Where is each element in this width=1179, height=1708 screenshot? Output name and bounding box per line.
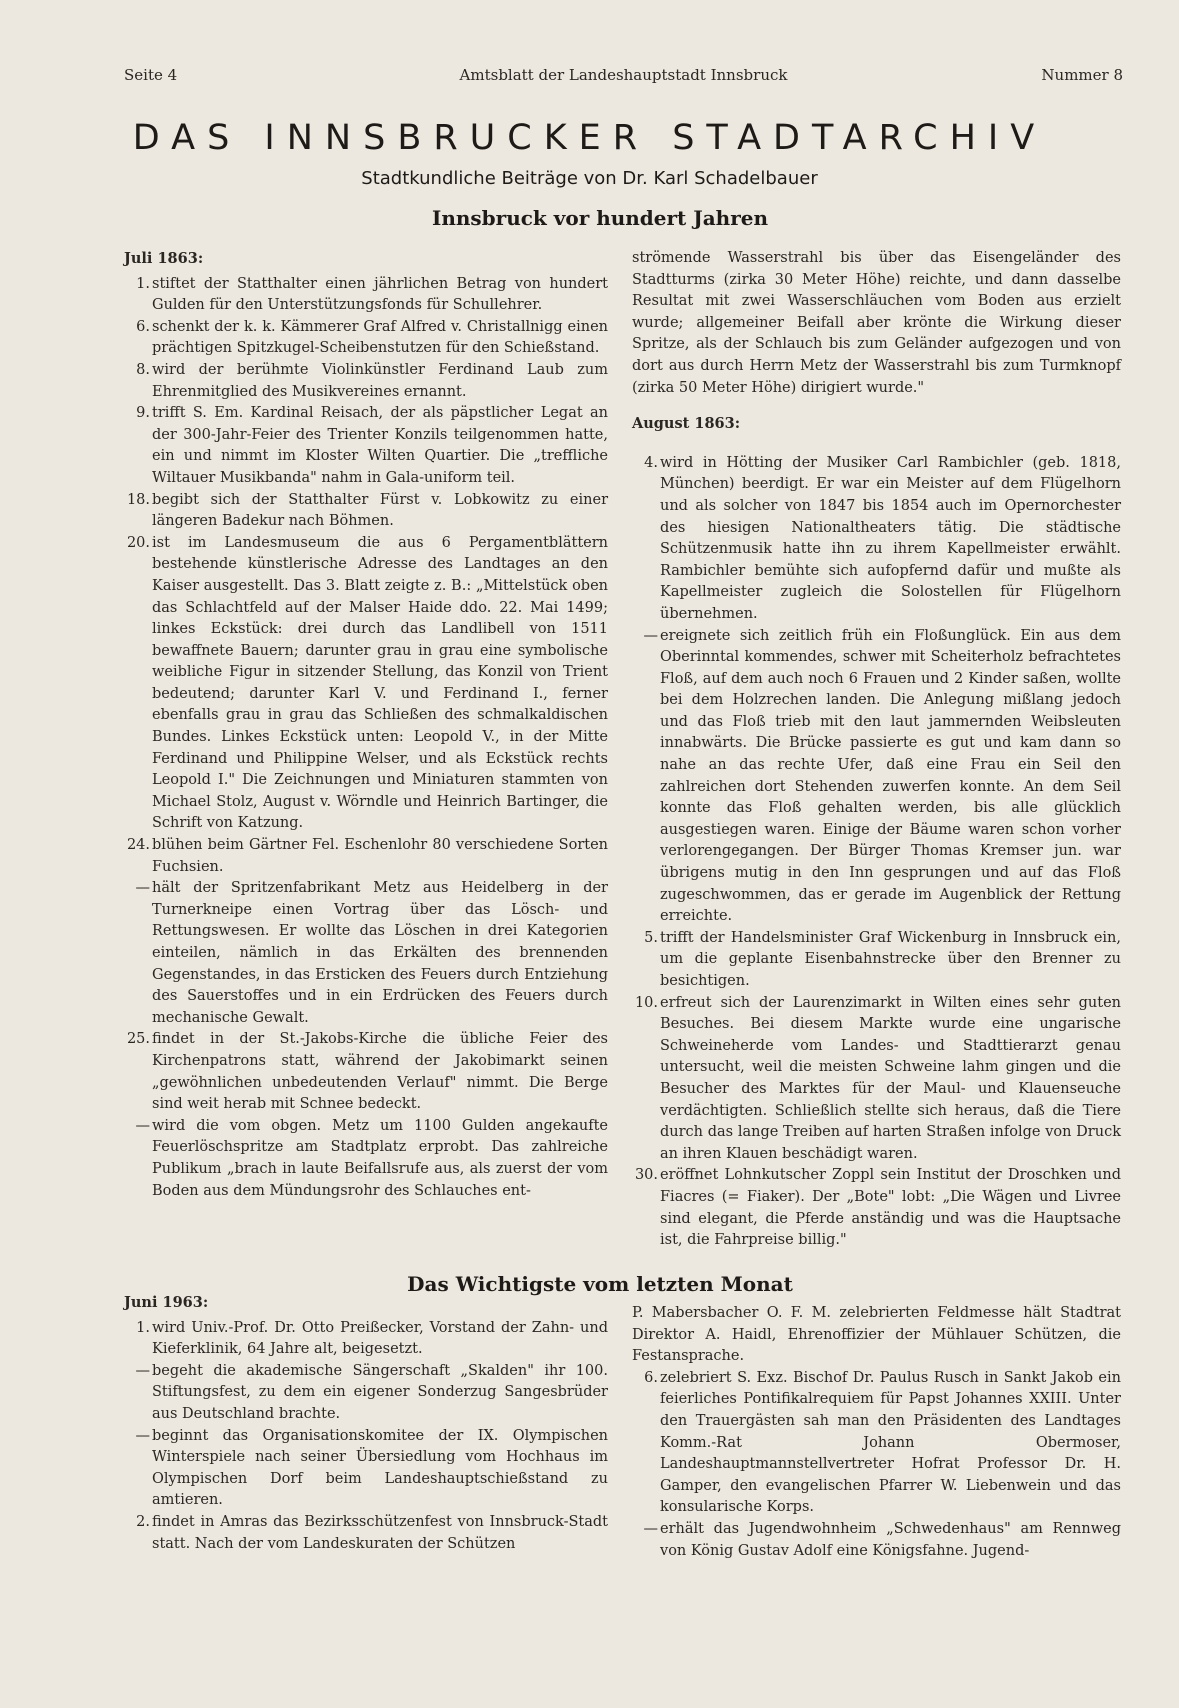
continued-text: strömende Wasserstrahl bis über das Eisengeländer des Stadtturms (zirka 30 Meter Höhe) reichte, und dann dasselbe Resultat mit zwei Wasserschläuchen vom Boden aus erzielt wurde; allgemeiner Beifall aber krönte die Wirkung dieser Spritze, als der Schlauch bis zum Geländer aufgezogen und von dort aus durch Herrn Metz der Wasserstrahl bis zum Turmknopf (zirka 50 Meter Höhe) dirigiert wurde." bbox=[632, 250, 1121, 396]
entry-date: 20. bbox=[126, 534, 150, 551]
entry-date: — bbox=[643, 1520, 658, 1537]
page-header bbox=[124, 66, 1123, 90]
entry-text: beginnt das Organisationskomitee der IX. Olympischen Winterspiele nach seiner Übersiedlung vom Hochhaus im Olympischen Dorf beim Landeshauptschießstand zu amtieren. bbox=[152, 1427, 608, 1509]
list-item bbox=[124, 533, 608, 835]
news-left-column bbox=[124, 1292, 608, 1555]
page-title: DAS INNSBRUCKER STADTARCHIV bbox=[132, 118, 1047, 158]
list-item bbox=[124, 490, 608, 533]
history-left-column bbox=[124, 248, 608, 1202]
list-item bbox=[632, 626, 1121, 928]
list-item bbox=[632, 453, 1121, 626]
entry-date: 6. bbox=[136, 318, 150, 335]
entry-date: — bbox=[135, 1117, 150, 1134]
entry-text: schenkt der k. k. Kämmerer Graf Alfred v. Christallnigg einen prächtigen Spitzkugel-Scheibenstutzen für den Schießstand. bbox=[152, 318, 608, 357]
entry-text: begibt sich der Statthalter Fürst v. Lobkowitz zu einer längeren Badekur nach Böhmen. bbox=[152, 491, 608, 530]
list-item bbox=[124, 317, 608, 360]
entry-text: trifft der Handelsminister Graf Wickenburg in Innsbruck ein, um die geplante Eisenbahnstrecke über den Brenner zu besichtigen. bbox=[660, 929, 1121, 989]
entry-date: 2. bbox=[136, 1513, 150, 1530]
entry-text: begeht die akademische Sängerschaft „Skalden" ihr 100. Stiftungsfest, zu dem ein eigener Sonderzug Sangesbrüder aus Deutschland brachte. bbox=[152, 1362, 608, 1422]
list-item bbox=[124, 878, 608, 1029]
entry-date: 30. bbox=[634, 1167, 658, 1184]
entry-date: 1. bbox=[136, 1319, 150, 1336]
month-heading: Juni 1963: bbox=[124, 1294, 209, 1311]
entry-date: 9. bbox=[136, 405, 150, 422]
list-item bbox=[124, 1512, 608, 1555]
list-item bbox=[632, 1519, 1121, 1562]
page-number: Seite 4 bbox=[124, 66, 178, 84]
entry-date: — bbox=[135, 1427, 150, 1444]
entry-text: blühen beim Gärtner Fel. Eschenlohr 80 verschiedene Sorten Fuchsien. bbox=[152, 837, 608, 875]
entry-date: 10. bbox=[634, 994, 658, 1011]
list-item bbox=[124, 1426, 608, 1512]
entry-text: ist im Landesmuseum die aus 6 Pergamentblättern bestehende künstlerische Adresse des Landtages an den Kaiser ausgestellt. Das 3. Blatt zeigte z. B.: „Mittelstück oben das Schlachtfeld auf der Malser Haide ddo. 22. Mai 1499; linkes Eckstück: drei durch das Landlibell von 1511 bewaffnete Bauern; darunter grau in grau eine symbolische weibliche Figur in sitzender Stellung, das Konzil von Trient bedeutend; darunter Karl V. und Ferdinand I., ferner ebenfalls grau in grau das Schließen des schmalkaldischen Bundes. Linkes Eckstück unten: Leopold V., in der Mitte Ferdinand und Philippine Welser, und als Eckstück rechts Leopold I." Die Zeichnungen und Miniaturen stammten von Michael Stolz, August v. Wörndle und Heinrich Bartinger, die Schrift von Katzung. bbox=[152, 534, 608, 832]
entry-date: 8. bbox=[136, 361, 150, 378]
entry-text: zelebriert S. Exz. Bischof Dr. Paulus Rusch in Sankt Jakob ein feierliches Pontifikalrequiem für Papst Johannes XXIII. Unter den Trauergästen sah man den Präsidenten des Landtages Komm.-Rat Johann Obermoser, Landeshauptmannstellvertreter Hofrat Professor Dr. H. Gamper, den evangelischen Pfarrer W. Liebenwein und das konsularische Korps. bbox=[660, 1369, 1121, 1516]
entry-text: eröffnet Lohnkutscher Zoppl sein Institut der Droschken und Fiacres (= Fiaker). Der „Bote" lobt: „Die Wägen und Livree sind elegant, die Pferde anständig und was die Hauptsache ist, die Fahrpreise billig." bbox=[660, 1167, 1121, 1249]
entry-date: 1. bbox=[136, 275, 150, 292]
entry-text: erfreut sich der Laurenzimarkt in Wilten eines sehr guten Besuches. Bei diesem Markte wurde eine ungarische Schweineherde vom Landes- und Stadttierarzt genau untersucht, weil die meisten Schweine lahm gingen und die Besucher des Marktes für der Maul- und Klauenseuche verdächtigten. Schließlich stellte sich heraus, daß die Tiere durch das lange Treiben auf harten Straßen infolge von Druck an ihren Klauen beschädigt waren. bbox=[660, 994, 1121, 1162]
entry-date: — bbox=[135, 1362, 150, 1379]
list-item bbox=[632, 928, 1121, 993]
entry-text: wird in Hötting der Musiker Carl Rambichler (geb. 1818, München) beerdigt. Er war ein Meister auf dem Flügelhorn und als solcher von 1847 bis 1854 auch im Opernorchester des hiesigen Nationaltheaters tätig. Die städtische Schützenmusik hatte ihn zu ihrem Kapellmeister erwählt. Rambichler bemühte sich aufopfernd dafür und mußte als Kapellmeister zugleich die Solostellen für Flügelhorn übernehmen. bbox=[660, 454, 1121, 622]
entry-date: 24. bbox=[126, 837, 150, 854]
list-item bbox=[124, 1116, 608, 1202]
entry-date: 18. bbox=[126, 491, 150, 508]
list-item bbox=[124, 403, 608, 489]
entry-text: stiftet der Statthalter einen jährlichen Betrag von hundert Gulden für den Unterstützungsfonds für Schullehrer. bbox=[152, 275, 608, 314]
entry-text: trifft S. Em. Kardinal Reisach, der als päpstlicher Legat an der 300-Jahr-Feier des Trienter Konzils teilgenommen hatte, ein und nimmt im Kloster Wilten Quartier. Die „treffliche Wiltauer Musikbanda" nahm in Gala-uniform teil. bbox=[152, 405, 608, 486]
entry-text: wird der berühmte Violinkünstler Ferdinand Laub zum Ehrenmitglied des Musikvereines ernannt. bbox=[152, 361, 608, 400]
entry-date: 25. bbox=[126, 1031, 150, 1048]
list-item bbox=[124, 1029, 608, 1115]
history-right-column bbox=[632, 248, 1121, 1252]
entry-text: wird Univ.-Prof. Dr. Otto Preißecker, Vorstand der Zahn- und Kieferklinik, 64 Jahre alt, beigesetzt. bbox=[152, 1319, 608, 1358]
list-item bbox=[632, 993, 1121, 1166]
month-heading: Juli 1863: bbox=[124, 250, 204, 267]
publication-name: Amtsblatt der Landeshauptstadt Innsbruck bbox=[459, 66, 788, 84]
month-heading: August 1863: bbox=[632, 415, 741, 433]
page-subtitle: Stadtkundliche Beiträge von Dr. Karl Schadelbauer bbox=[361, 168, 818, 189]
section-heading-news: Das Wichtigste vom letzten Monat bbox=[407, 1272, 793, 1296]
list-item bbox=[124, 1318, 608, 1361]
entry-text: findet in der St.-Jakobs-Kirche die übliche Feier des Kirchenpatrons statt, während der Jakobimarkt seinen „gewöhnlichen unbedeutenden Verlauf" nimmt. Die Berge sind weit herab mit Schnee bedeckt. bbox=[152, 1031, 608, 1113]
section-heading-history: Innsbruck vor hundert Jahren bbox=[431, 206, 769, 230]
entry-date: — bbox=[643, 627, 658, 644]
list-item bbox=[124, 835, 608, 878]
entry-text: ereignete sich zeitlich früh ein Floßunglück. Ein aus dem Oberinntal kommendes, schwer mit Scheiterholz befrachtetes Floß, auf dem auch noch 6 Frauen und 2 Kinder saßen, wollte bei dem Holzrechen landen. Die Anlegung mißlang jedoch und das Floß trieb mit den laut jammernden Weibsleuten innabwärts. Die Brücke passierte es gut und kam dann so nahe an das rechte Ufer, daß eine Frau ein Seil den zahlreichen dort Stehenden zuwerfen konnte. An dem Seil konnte das Floß gehalten werden, bis alle glücklich ausgestiegen waren. Einige der Bäume waren schon vorher verlorengegangen. Der Bürger Thomas Kremser jun. war übrigens mutig in den Inn gesprungen und auf das Floß zugeschwommen, das er gerade im Augenblick der Rettung erreichte. bbox=[660, 627, 1121, 925]
list-item bbox=[632, 1368, 1121, 1519]
continued-text: P. Mabersbacher O. F. M. zelebrierten Feldmesse hält Stadtrat Direktor A. Haidl, Ehrenoffizier der Mühlauer Schützen, die Festansprache. bbox=[632, 1305, 1121, 1365]
issue-number: Nummer 8 bbox=[1041, 66, 1123, 84]
entry-text: wird die vom obgen. Metz um 1100 Gulden angekaufte Feuerlöschspritze am Stadtplatz erprobt. Das zahlreiche Publikum „brach in laute Beifallsrufe aus, als zuerst der vom Boden aus dem Mündungsrohr des Schlauches ent- bbox=[152, 1117, 608, 1199]
entry-text: hält der Spritzenfabrikant Metz aus Heidelberg in der Turnerkneipe einen Vortrag über das Lösch- und Rettungswesen. Er wollte das Löschen in drei Kategorien einteilen, nämlich in das Erkälten des brennenden Gegenstandes, in das Ersticken des Feuers durch Entziehung des Sauerstoffes und in ein Erdrücken des Feuers durch mechanische Gewalt. bbox=[152, 880, 608, 1026]
entry-text: findet in Amras das Bezirksschützenfest von Innsbruck-Stadt statt. Nach der vom Landeskuraten der Schützen bbox=[152, 1513, 608, 1552]
list-item bbox=[632, 1165, 1121, 1251]
list-item bbox=[124, 274, 608, 317]
list-item bbox=[124, 360, 608, 403]
news-right-column bbox=[632, 1303, 1121, 1562]
entry-date: 4. bbox=[644, 454, 658, 471]
entry-date: — bbox=[135, 880, 150, 897]
list-item bbox=[124, 1361, 608, 1426]
entry-text: erhält das Jugendwohnheim „Schwedenhaus" am Rennweg von König Gustav Adolf eine Königsfahne. Jugend- bbox=[660, 1520, 1121, 1559]
entry-date: 5. bbox=[644, 929, 658, 946]
entry-date: 6. bbox=[644, 1369, 658, 1386]
